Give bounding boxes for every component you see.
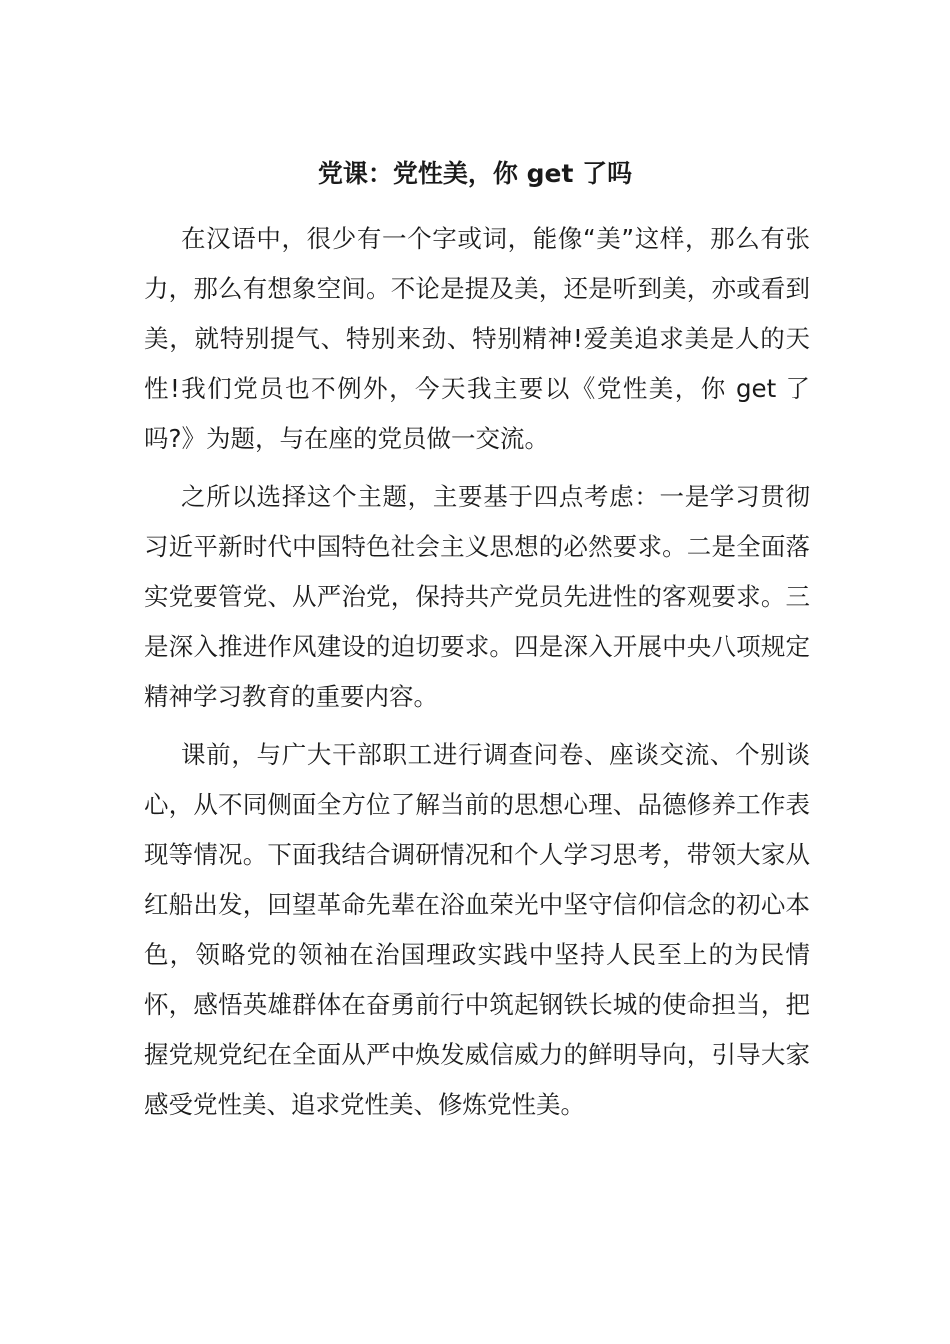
paragraph-preparation: 课前，与广大干部职工进行调查问卷、座谈交流、个别谈心，从不同侧面全方位了解当前的思想心理、品德修养工作表现等情况。下面我结合调研情况和个人学习思考，带领大家从红船出发，回望革命先辈在浴血荣光中坚守信仰信念的初心本色，领略党的领袖在治国理政实践中坚持人民至上的为民情怀，感悟英雄群体在奋勇前行中筑起钢铁长城的使命担当，把握党规党纪在全面从严中焕发威信威力的鲜明导向，引导大家感受党性美、追求党性美、修炼党性美。 (144, 740, 810, 1119)
document-body (144, 214, 810, 1138)
paragraph-reasons: 之所以选择这个主题，主要基于四点考虑：一是学习贯彻习近平新时代中国特色社会主义思想的必然要求。二是全面落实党要管党、从严治党，保持共产党员先进性的客观要求。三是深入推进作风建设的迫切要求。四是深入开展中央八项规定精神学习教育的重要内容。 (144, 482, 810, 711)
paragraph-intro: 在汉语中，很少有一个字或词，能像“美”这样，那么有张力，那么有想象空间。不论是提及美，还是听到美，亦或看到美，就特别提气、特别来劲、特别精神!爱美追求美是人的天性!我们党员也不例外，今天我主要以《党性美，你 get 了吗?》为题，与在座的党员做一交流。 (144, 224, 810, 453)
document-title: 党课：党性美，你 get 了吗 (317, 159, 633, 188)
